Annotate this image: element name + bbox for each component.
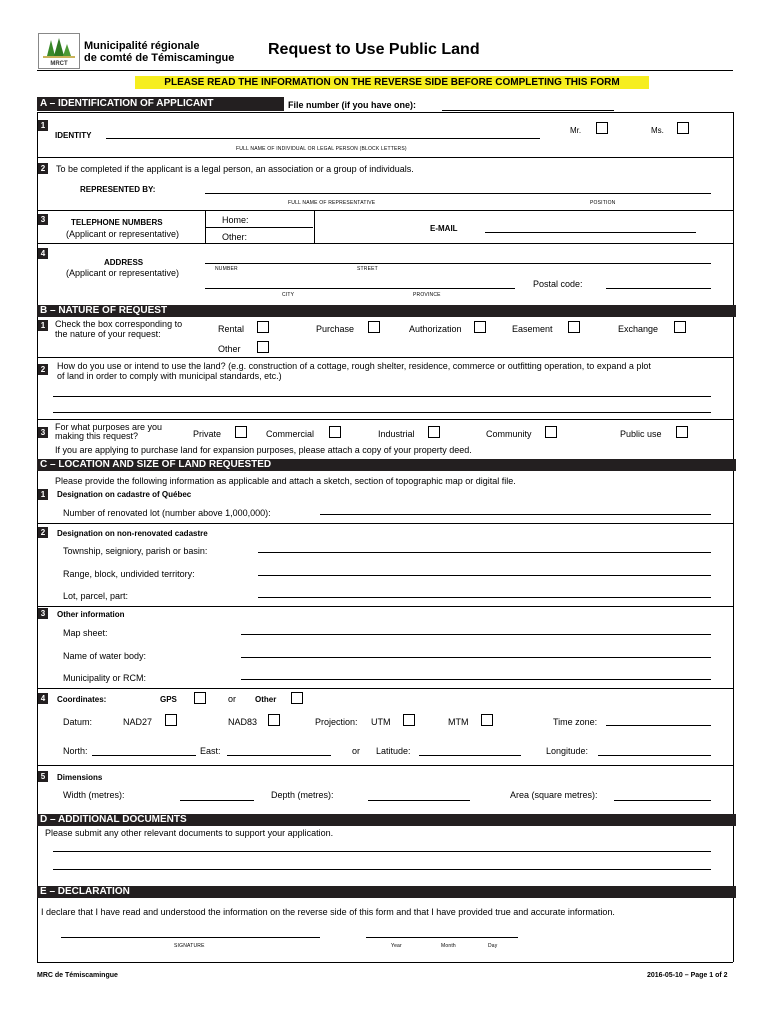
postal-code-field[interactable]	[606, 288, 711, 289]
private-checkbox[interactable]	[235, 426, 247, 438]
depth-label: Depth (metres):	[271, 790, 334, 800]
notice-banner: PLEASE READ THE INFORMATION ON THE REVERSE SIDE BEFORE COMPLETING THIS FORM	[135, 76, 649, 89]
email-label: E-MAIL	[430, 224, 458, 233]
gps-checkbox[interactable]	[194, 692, 206, 704]
org-line1: Municipalité régionale	[84, 40, 200, 52]
c1-rule	[37, 523, 733, 524]
full-name-hint: FULL NAME OF INDIVIDUAL OR LEGAL PERSON (BLOCK LETTERS)	[236, 146, 407, 152]
b2-rule	[37, 419, 733, 420]
month-hint: Month	[441, 943, 456, 949]
section-b-header	[37, 305, 736, 317]
c4-rule	[37, 765, 733, 766]
authorization-checkbox[interactable]	[474, 321, 486, 333]
home-label: Home:	[222, 215, 249, 225]
other-nature-label: Other	[218, 344, 241, 354]
telephone-sub: (Applicant or representative)	[66, 229, 180, 239]
east-field[interactable]	[227, 755, 331, 756]
rental-checkbox[interactable]	[257, 321, 269, 333]
time-zone-field[interactable]	[606, 725, 711, 726]
date-field[interactable]	[366, 937, 518, 938]
other-phone-label: Other:	[222, 232, 248, 242]
time-zone-label: Time zone:	[553, 717, 598, 727]
north-field[interactable]	[92, 755, 196, 756]
township-label: Township, seigniory, parish or basin:	[63, 546, 208, 556]
easement-label: Easement	[512, 324, 553, 334]
identity-label: IDENTITY	[55, 131, 92, 140]
purchase-checkbox[interactable]	[368, 321, 380, 333]
additional-docs-line2[interactable]	[53, 869, 711, 870]
or-label: or	[228, 694, 237, 704]
other-coord-checkbox[interactable]	[291, 692, 303, 704]
city-hint: CITY	[282, 292, 295, 298]
nad83-checkbox[interactable]	[268, 714, 280, 726]
tree-logo-icon	[39, 34, 79, 68]
number-hint: NUMBER	[215, 266, 238, 272]
or2-label: or	[352, 746, 361, 756]
projection-label: Projection:	[315, 717, 358, 727]
nad27-label: NAD27	[123, 717, 153, 727]
year-hint: Year	[391, 943, 402, 949]
a2-rule	[37, 210, 733, 211]
org-name	[84, 40, 234, 64]
map-sheet-field[interactable]	[241, 634, 711, 635]
b1-number: 1	[38, 320, 48, 331]
rep-name-hint: FULL NAME OF REPRESENTATIVE	[288, 200, 376, 206]
water-body-label: Name of water body:	[63, 651, 147, 661]
lot-label: Lot, parcel, part:	[63, 591, 129, 601]
b3-number: 3	[38, 427, 48, 438]
check-line1: Check the box corresponding to	[55, 319, 183, 329]
mtm-checkbox[interactable]	[481, 714, 493, 726]
non-renovated-title: Designation on non-renovated cadastre	[57, 529, 208, 538]
renovated-lot-label: Number of renovated lot (number above 1,000,000):	[63, 508, 271, 518]
street-hint: STREET	[357, 266, 378, 272]
industrial-label: Industrial	[378, 429, 415, 439]
b1-rule	[37, 357, 733, 358]
a1-rule	[37, 157, 733, 158]
commercial-checkbox[interactable]	[329, 426, 341, 438]
a3-number: 3	[38, 214, 48, 225]
additional-docs-line1[interactable]	[53, 851, 711, 852]
declaration-text: I declare that I have read and understood the information on the reverse side of this form and that I have provided true and accurate information.	[41, 907, 615, 917]
use-question-line2: of land in order to comply with municipal standards, etc.)	[57, 371, 282, 381]
postal-code-label: Postal code:	[533, 279, 583, 289]
purchase-label: Purchase	[316, 324, 355, 334]
page-bottom-rule	[37, 962, 733, 963]
address-label: ADDRESS	[104, 258, 144, 267]
industrial-checkbox[interactable]	[428, 426, 440, 438]
coordinates-title: Coordinates:	[57, 695, 107, 704]
footer-left: MRC de Témiscamingue	[37, 972, 118, 979]
use-answer-line2[interactable]	[53, 412, 711, 413]
section-a-title: A – IDENTIFICATION OF APPLICANT	[40, 98, 214, 109]
check-line2: the nature of your request:	[55, 329, 161, 339]
use-answer-line1[interactable]	[53, 396, 711, 397]
community-label: Community	[486, 429, 532, 439]
utm-checkbox[interactable]	[403, 714, 415, 726]
c3-number: 3	[38, 608, 48, 619]
section-e-title: E – DECLARATION	[40, 886, 130, 897]
home-rule	[205, 227, 313, 228]
range-label: Range, block, undivided territory:	[63, 569, 195, 579]
c5-number: 5	[38, 771, 48, 782]
width-label: Width (metres):	[63, 790, 125, 800]
exchange-checkbox[interactable]	[674, 321, 686, 333]
org-line2: de comté de Témiscamingue	[84, 52, 235, 64]
use-question	[57, 361, 651, 381]
expansion-note: If you are applying to purchase land for expansion purposes, please attach a copy of your property deed.	[55, 445, 472, 455]
svg-text:MRCT: MRCT	[50, 61, 68, 67]
water-body-field[interactable]	[241, 657, 711, 658]
c1-number: 1	[38, 489, 48, 500]
province-hint: PROVINCE	[413, 292, 441, 298]
commercial-label: Commercial	[266, 429, 315, 439]
section-a-rule	[37, 112, 733, 113]
section-a-header	[37, 97, 284, 111]
other-coord-label: Other	[255, 695, 277, 704]
latitude-field[interactable]	[419, 755, 521, 756]
map-sheet-label: Map sheet:	[63, 628, 108, 638]
area-field[interactable]	[614, 800, 711, 801]
north-label: North:	[63, 746, 88, 756]
location-intro: Please provide the following information as applicable and attach a sketch, section of topographic map or digital file.	[55, 476, 516, 486]
renovated-lot-field[interactable]	[320, 514, 711, 515]
c2-rule	[37, 606, 733, 607]
day-hint: Day	[488, 943, 498, 949]
mtm-label: MTM	[448, 717, 469, 727]
city-field[interactable]	[205, 288, 515, 289]
c3-rule	[37, 688, 733, 689]
township-field[interactable]	[258, 552, 711, 553]
additional-docs-text: Please submit any other relevant documents to support your application.	[45, 828, 334, 838]
longitude-label: Longitude:	[546, 746, 589, 756]
width-field[interactable]	[180, 800, 254, 801]
longitude-field[interactable]	[598, 755, 711, 756]
public-use-checkbox[interactable]	[676, 426, 688, 438]
datum-label: Datum:	[63, 717, 93, 727]
public-use-label: Public use	[620, 429, 662, 439]
b2-number: 2	[38, 364, 48, 375]
a4-number: 4	[38, 248, 48, 259]
signature-hint: SIGNATURE	[174, 943, 205, 949]
check-box-instruction	[55, 319, 182, 339]
range-field[interactable]	[258, 575, 711, 576]
ms-label: Ms.	[651, 126, 664, 135]
purposes-line2: making this request?	[55, 431, 139, 441]
address-sub: (Applicant or representative)	[66, 268, 180, 278]
c4-number: 4	[38, 693, 48, 704]
position-hint: POSITION	[590, 200, 616, 206]
logo	[38, 33, 80, 69]
municipality-label: Municipality or RCM:	[63, 673, 147, 683]
depth-field[interactable]	[368, 800, 470, 801]
latitude-label: Latitude:	[376, 746, 411, 756]
nad83-label: NAD83	[228, 717, 258, 727]
street-field[interactable]	[205, 263, 711, 264]
identity-field[interactable]	[106, 138, 540, 139]
section-e-header	[37, 886, 736, 898]
private-label: Private	[193, 429, 222, 439]
gps-label: GPS	[160, 695, 177, 704]
other-info-title: Other information	[57, 610, 125, 619]
signature-field[interactable]	[61, 937, 320, 938]
use-question-line1: How do you use or intend to use the land? (e.g. construction of a cottage, rough shelter, residence, commerce or outfitting operation, to expand a plot	[57, 361, 651, 371]
title-divider	[37, 70, 733, 71]
section-d-header	[37, 814, 736, 826]
municipality-field[interactable]	[241, 679, 711, 680]
exchange-label: Exchange	[618, 324, 659, 334]
area-label: Area (square metres):	[510, 790, 598, 800]
rental-label: Rental	[218, 324, 245, 334]
file-number-field[interactable]	[442, 110, 614, 111]
ms-checkbox[interactable]	[677, 122, 689, 134]
legal-person-text: To be completed if the applicant is a legal person, an association or a group of individuals.	[56, 164, 414, 174]
a3-rule	[37, 243, 733, 244]
telephone-title: TELEPHONE NUMBERS	[71, 218, 163, 227]
other-nature-checkbox[interactable]	[257, 341, 269, 353]
email-field[interactable]	[485, 232, 696, 233]
section-c-header	[37, 459, 736, 471]
represented-by-label: REPRESENTED BY:	[80, 185, 156, 194]
lot-field[interactable]	[258, 597, 711, 598]
c2-number: 2	[38, 527, 48, 538]
a2-number: 2	[38, 163, 48, 174]
nad27-checkbox[interactable]	[165, 714, 177, 726]
east-label: East:	[200, 746, 221, 756]
easement-checkbox[interactable]	[568, 321, 580, 333]
dimensions-title: Dimensions	[57, 773, 103, 782]
a1-number: 1	[38, 120, 48, 131]
represented-by-field[interactable]	[205, 193, 711, 194]
community-checkbox[interactable]	[545, 426, 557, 438]
file-number-label: File number (if you have one):	[288, 100, 417, 110]
section-b-title: B – NATURE OF REQUEST	[40, 305, 168, 316]
mr-label: Mr.	[570, 126, 582, 135]
utm-label: UTM	[371, 717, 391, 727]
form-title: Request to Use Public Land	[268, 41, 480, 58]
section-c-title: C – LOCATION AND SIZE OF LAND REQUESTED	[40, 459, 272, 470]
page-border-right	[733, 112, 734, 962]
purposes-question	[55, 423, 162, 441]
purposes-line1: For what purposes are you	[55, 422, 163, 432]
cadastre-quebec-title: Designation on cadastre of Québec	[57, 490, 192, 499]
mr-checkbox[interactable]	[596, 122, 608, 134]
authorization-label: Authorization	[409, 324, 462, 334]
section-d-title: D – ADDITIONAL DOCUMENTS	[40, 814, 187, 825]
footer-right: 2016-05-10 – Page 1 of 2	[647, 972, 728, 979]
